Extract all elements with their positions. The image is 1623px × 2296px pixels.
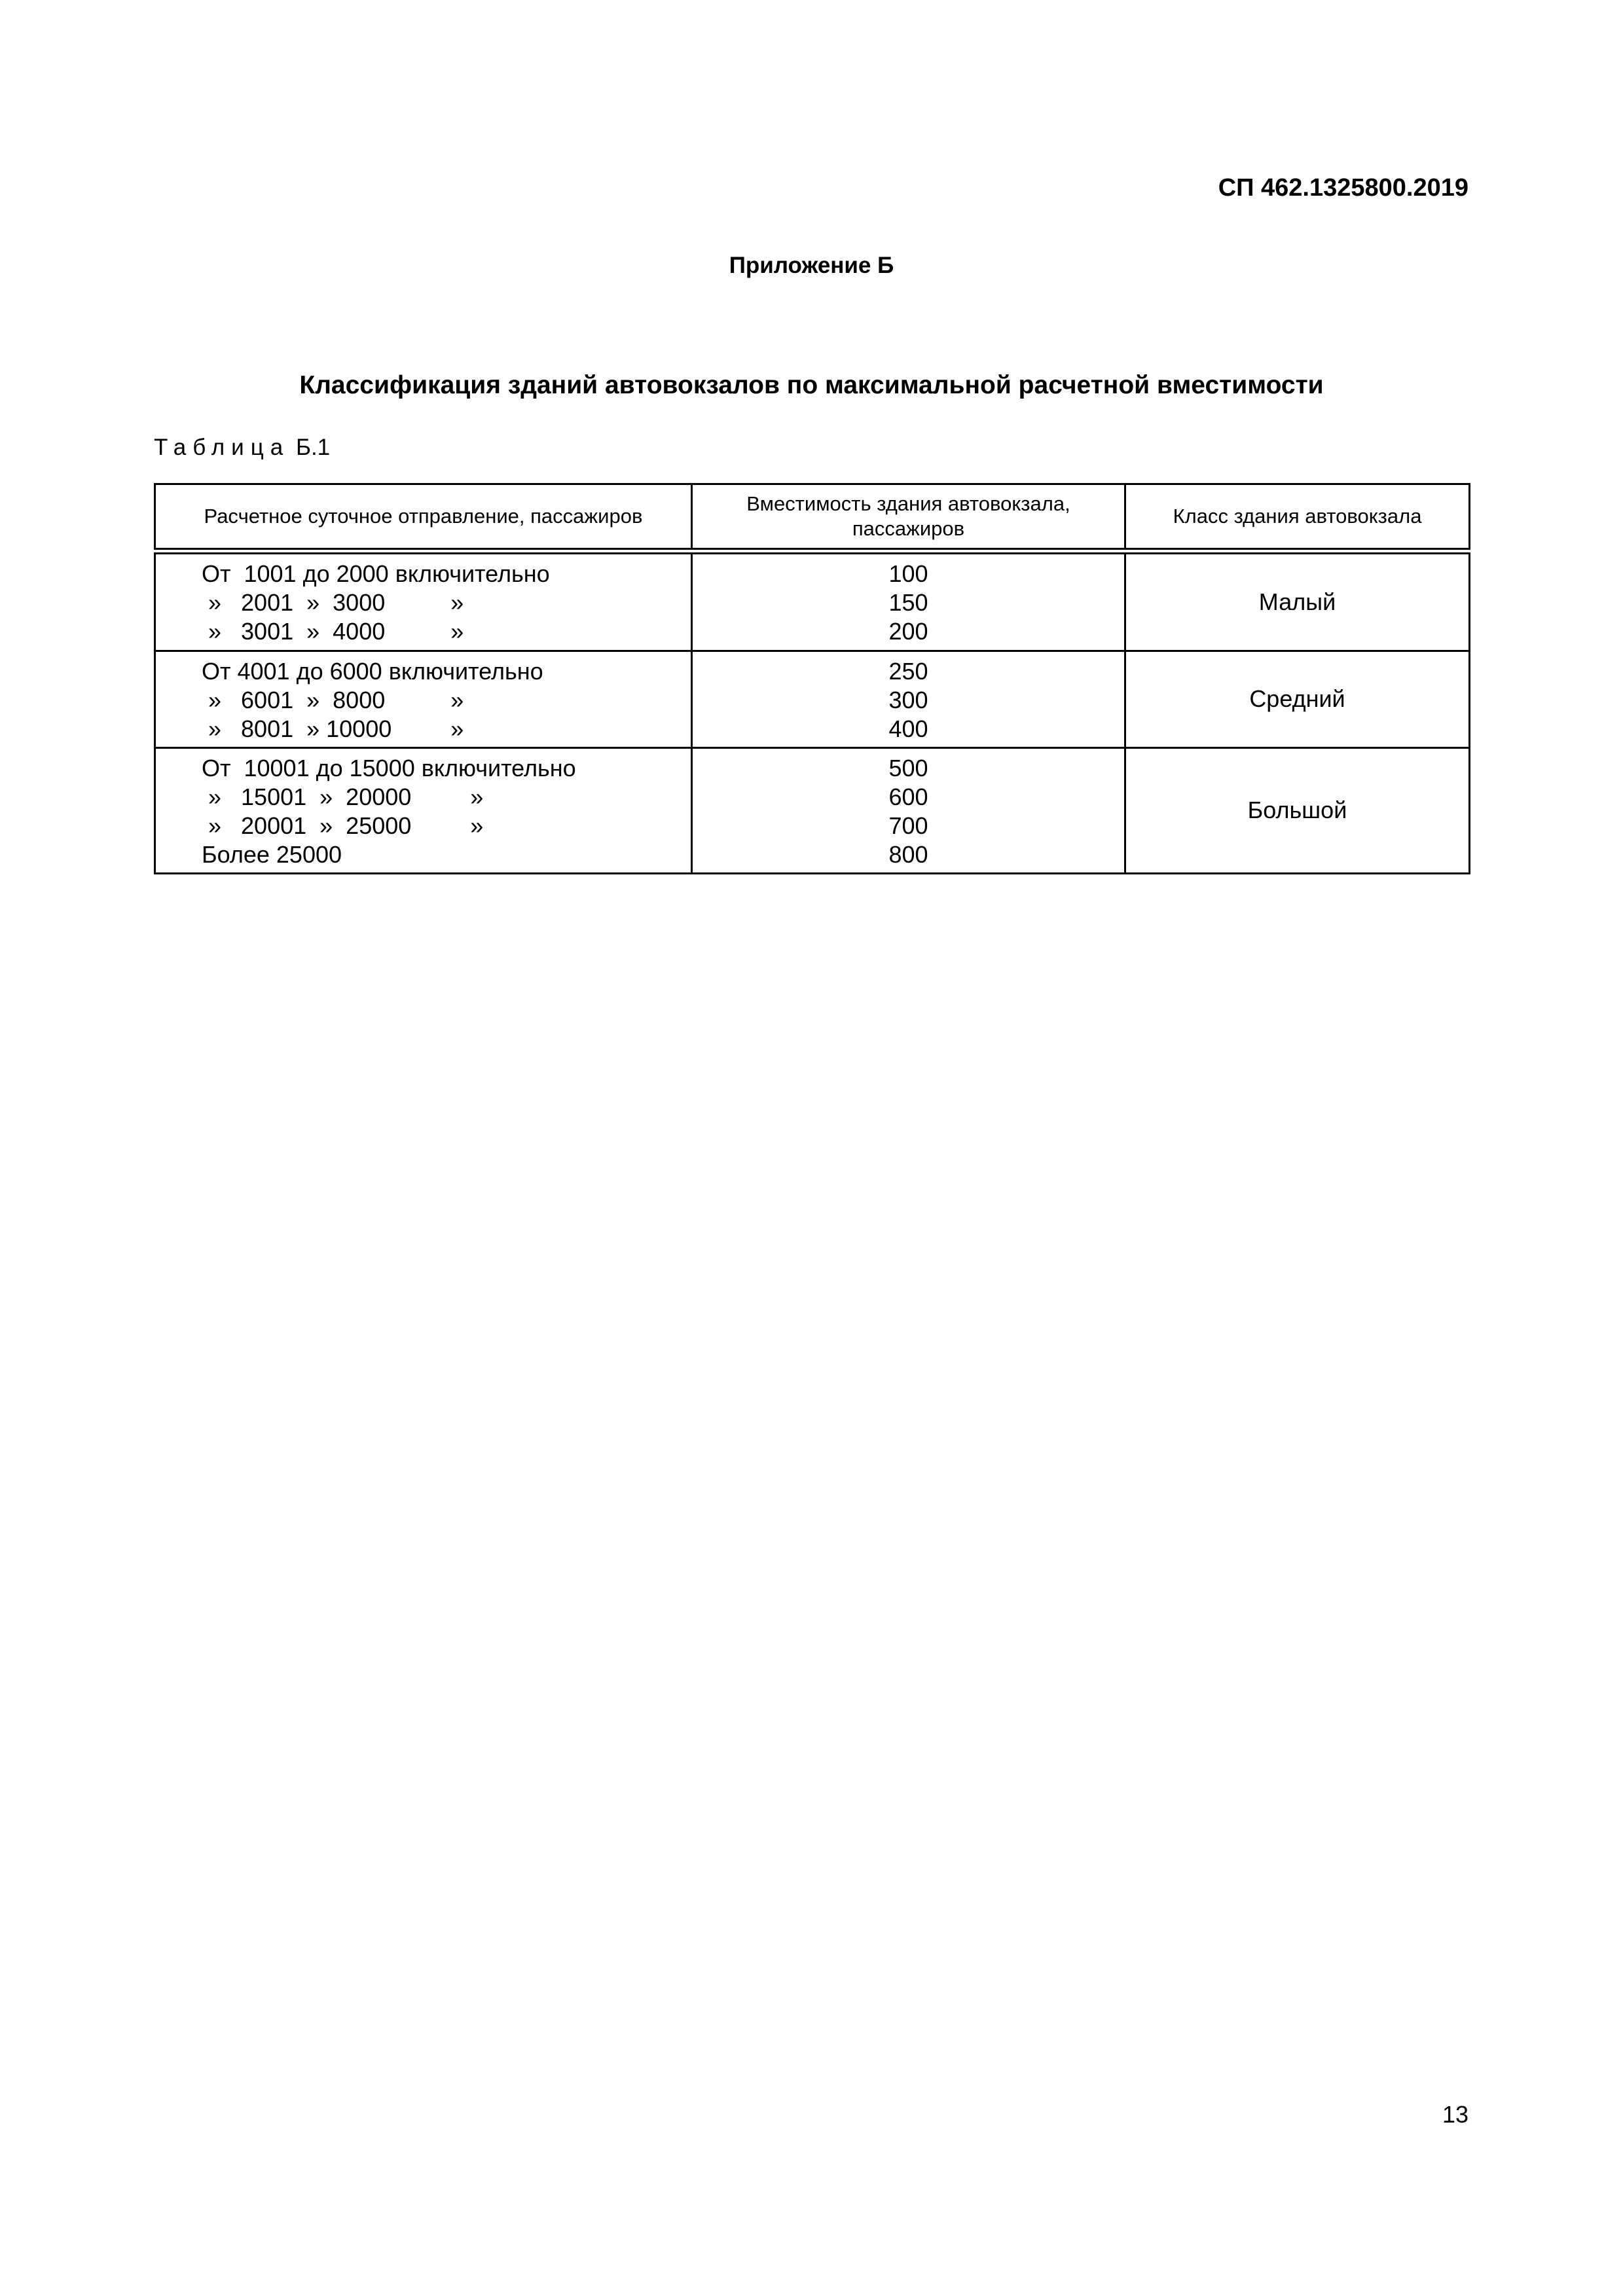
range-line: От 1001 до 2000 включительно — [202, 560, 550, 587]
table-label — [154, 435, 330, 461]
class-cell: Средний — [1125, 651, 1470, 747]
capacity-value: 700 — [888, 812, 928, 839]
capacity-value: 150 — [888, 589, 928, 616]
range-line: » 8001 » 10000 » — [202, 715, 464, 742]
header-capacity: Вместимость здания автовокзала, пассажиров — [692, 484, 1125, 552]
range-line: » 15001 » 20000 » — [202, 783, 484, 810]
range-line: » 6001 » 8000 » — [202, 686, 464, 713]
range-line: » 20001 » 25000 » — [202, 812, 484, 839]
section-title: Классификация зданий автовокзалов по максимальной расчетной вместимости — [299, 371, 1324, 399]
capacity-value: 250 — [888, 657, 928, 685]
capacity-value: 400 — [888, 715, 928, 742]
range-line: » 3001 » 4000 » — [202, 618, 464, 645]
capacity-value: 800 — [888, 840, 928, 868]
page-number: 13 — [1442, 2101, 1468, 2128]
range-cell — [155, 551, 692, 651]
header-class: Класс здания автовокзала — [1125, 484, 1470, 552]
capacity-cell — [692, 551, 1125, 651]
range-line: От 10001 до 15000 включительно — [202, 754, 576, 781]
range-line: От 4001 до 6000 включительно — [202, 657, 543, 685]
capacity-value: 600 — [888, 783, 928, 810]
range-line: Более 25000 — [202, 840, 342, 868]
capacity-cell — [692, 747, 1125, 873]
table-label-number: Б.1 — [295, 435, 331, 460]
table-header-row — [155, 484, 1470, 552]
capacity-value: 300 — [888, 686, 928, 713]
class-cell: Малый — [1125, 551, 1470, 651]
capacity-value: 100 — [888, 560, 928, 587]
table-label-word: Таблица — [154, 435, 290, 460]
capacity-value: 200 — [888, 618, 928, 645]
class-cell: Большой — [1125, 747, 1470, 873]
range-line: » 2001 » 3000 » — [202, 589, 464, 616]
capacity-cell — [692, 651, 1125, 747]
table-row-small — [155, 551, 1470, 651]
header-daily-departure: Расчетное суточное отправление, пассажиров — [155, 484, 692, 552]
document-code: СП 462.1325800.2019 — [1218, 174, 1468, 202]
appendix-title: Приложение Б — [729, 253, 894, 278]
table-row-large — [155, 747, 1470, 873]
range-cell — [155, 747, 692, 873]
capacity-value: 500 — [888, 754, 928, 781]
range-cell — [155, 651, 692, 747]
classification-table — [154, 483, 1470, 874]
table-row-medium — [155, 651, 1470, 747]
